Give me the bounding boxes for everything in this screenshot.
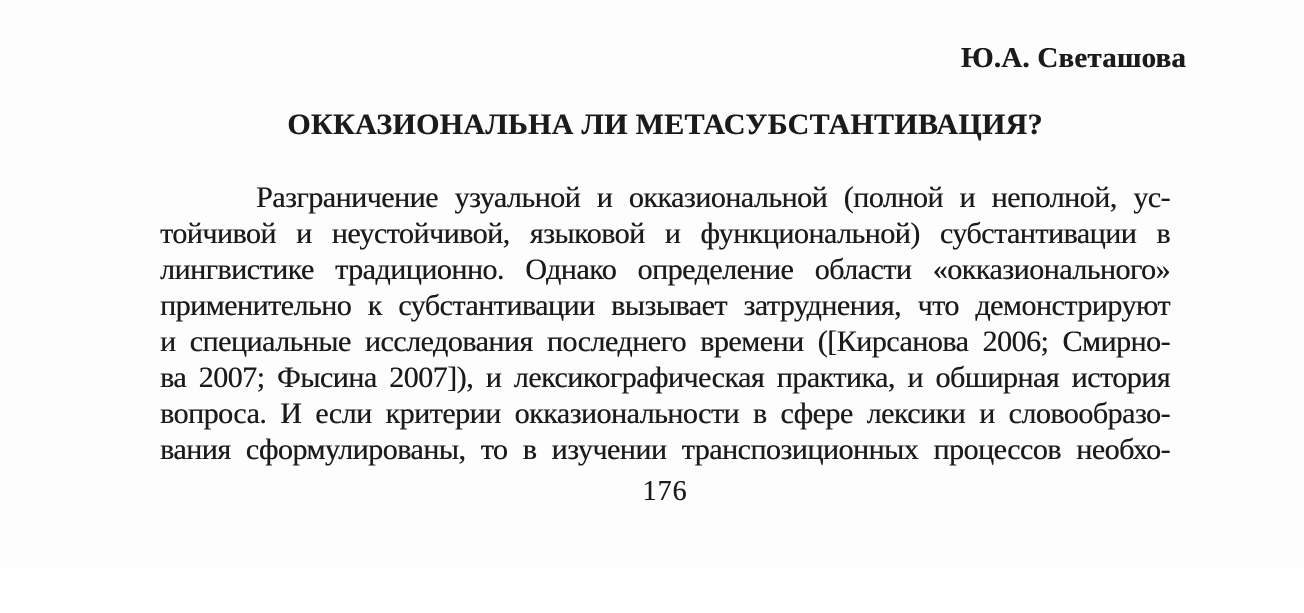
body-line: и специальные исследования последнего времени ([Кирсанова 2006; Смирно- <box>160 325 1170 358</box>
author-name: Ю.А. Светашова <box>960 42 1186 74</box>
body-line: Разграничение узуальной и окказиональной (полной и неполной, ус- <box>256 181 1170 214</box>
paragraph <box>160 180 1170 468</box>
body-line: вания сформулированы, то в изучении транспозиционных процессов необхо- <box>160 433 1170 466</box>
body-line: тойчивой и неустойчивой, языковой и функциональной) субстантивации в <box>160 217 1170 250</box>
page-number: 176 <box>642 476 688 507</box>
body-line: лингвистике традиционно. Однако определение области «окказионального» <box>160 253 1170 286</box>
article-title: ОККАЗИОНАЛЬНА ЛИ МЕТАСУБСТАНТИВАЦИЯ? <box>287 108 1043 141</box>
body-line: применительно к субстантивации вызывает затруднения, что демонстрируют <box>160 289 1170 322</box>
body-line: вопроса. И если критерии окказиональности в сфере лексики и словообразо- <box>160 397 1170 430</box>
body-line: ва 2007; Фысина 2007]), и лексикографическая практика, и обширная история <box>160 361 1170 394</box>
